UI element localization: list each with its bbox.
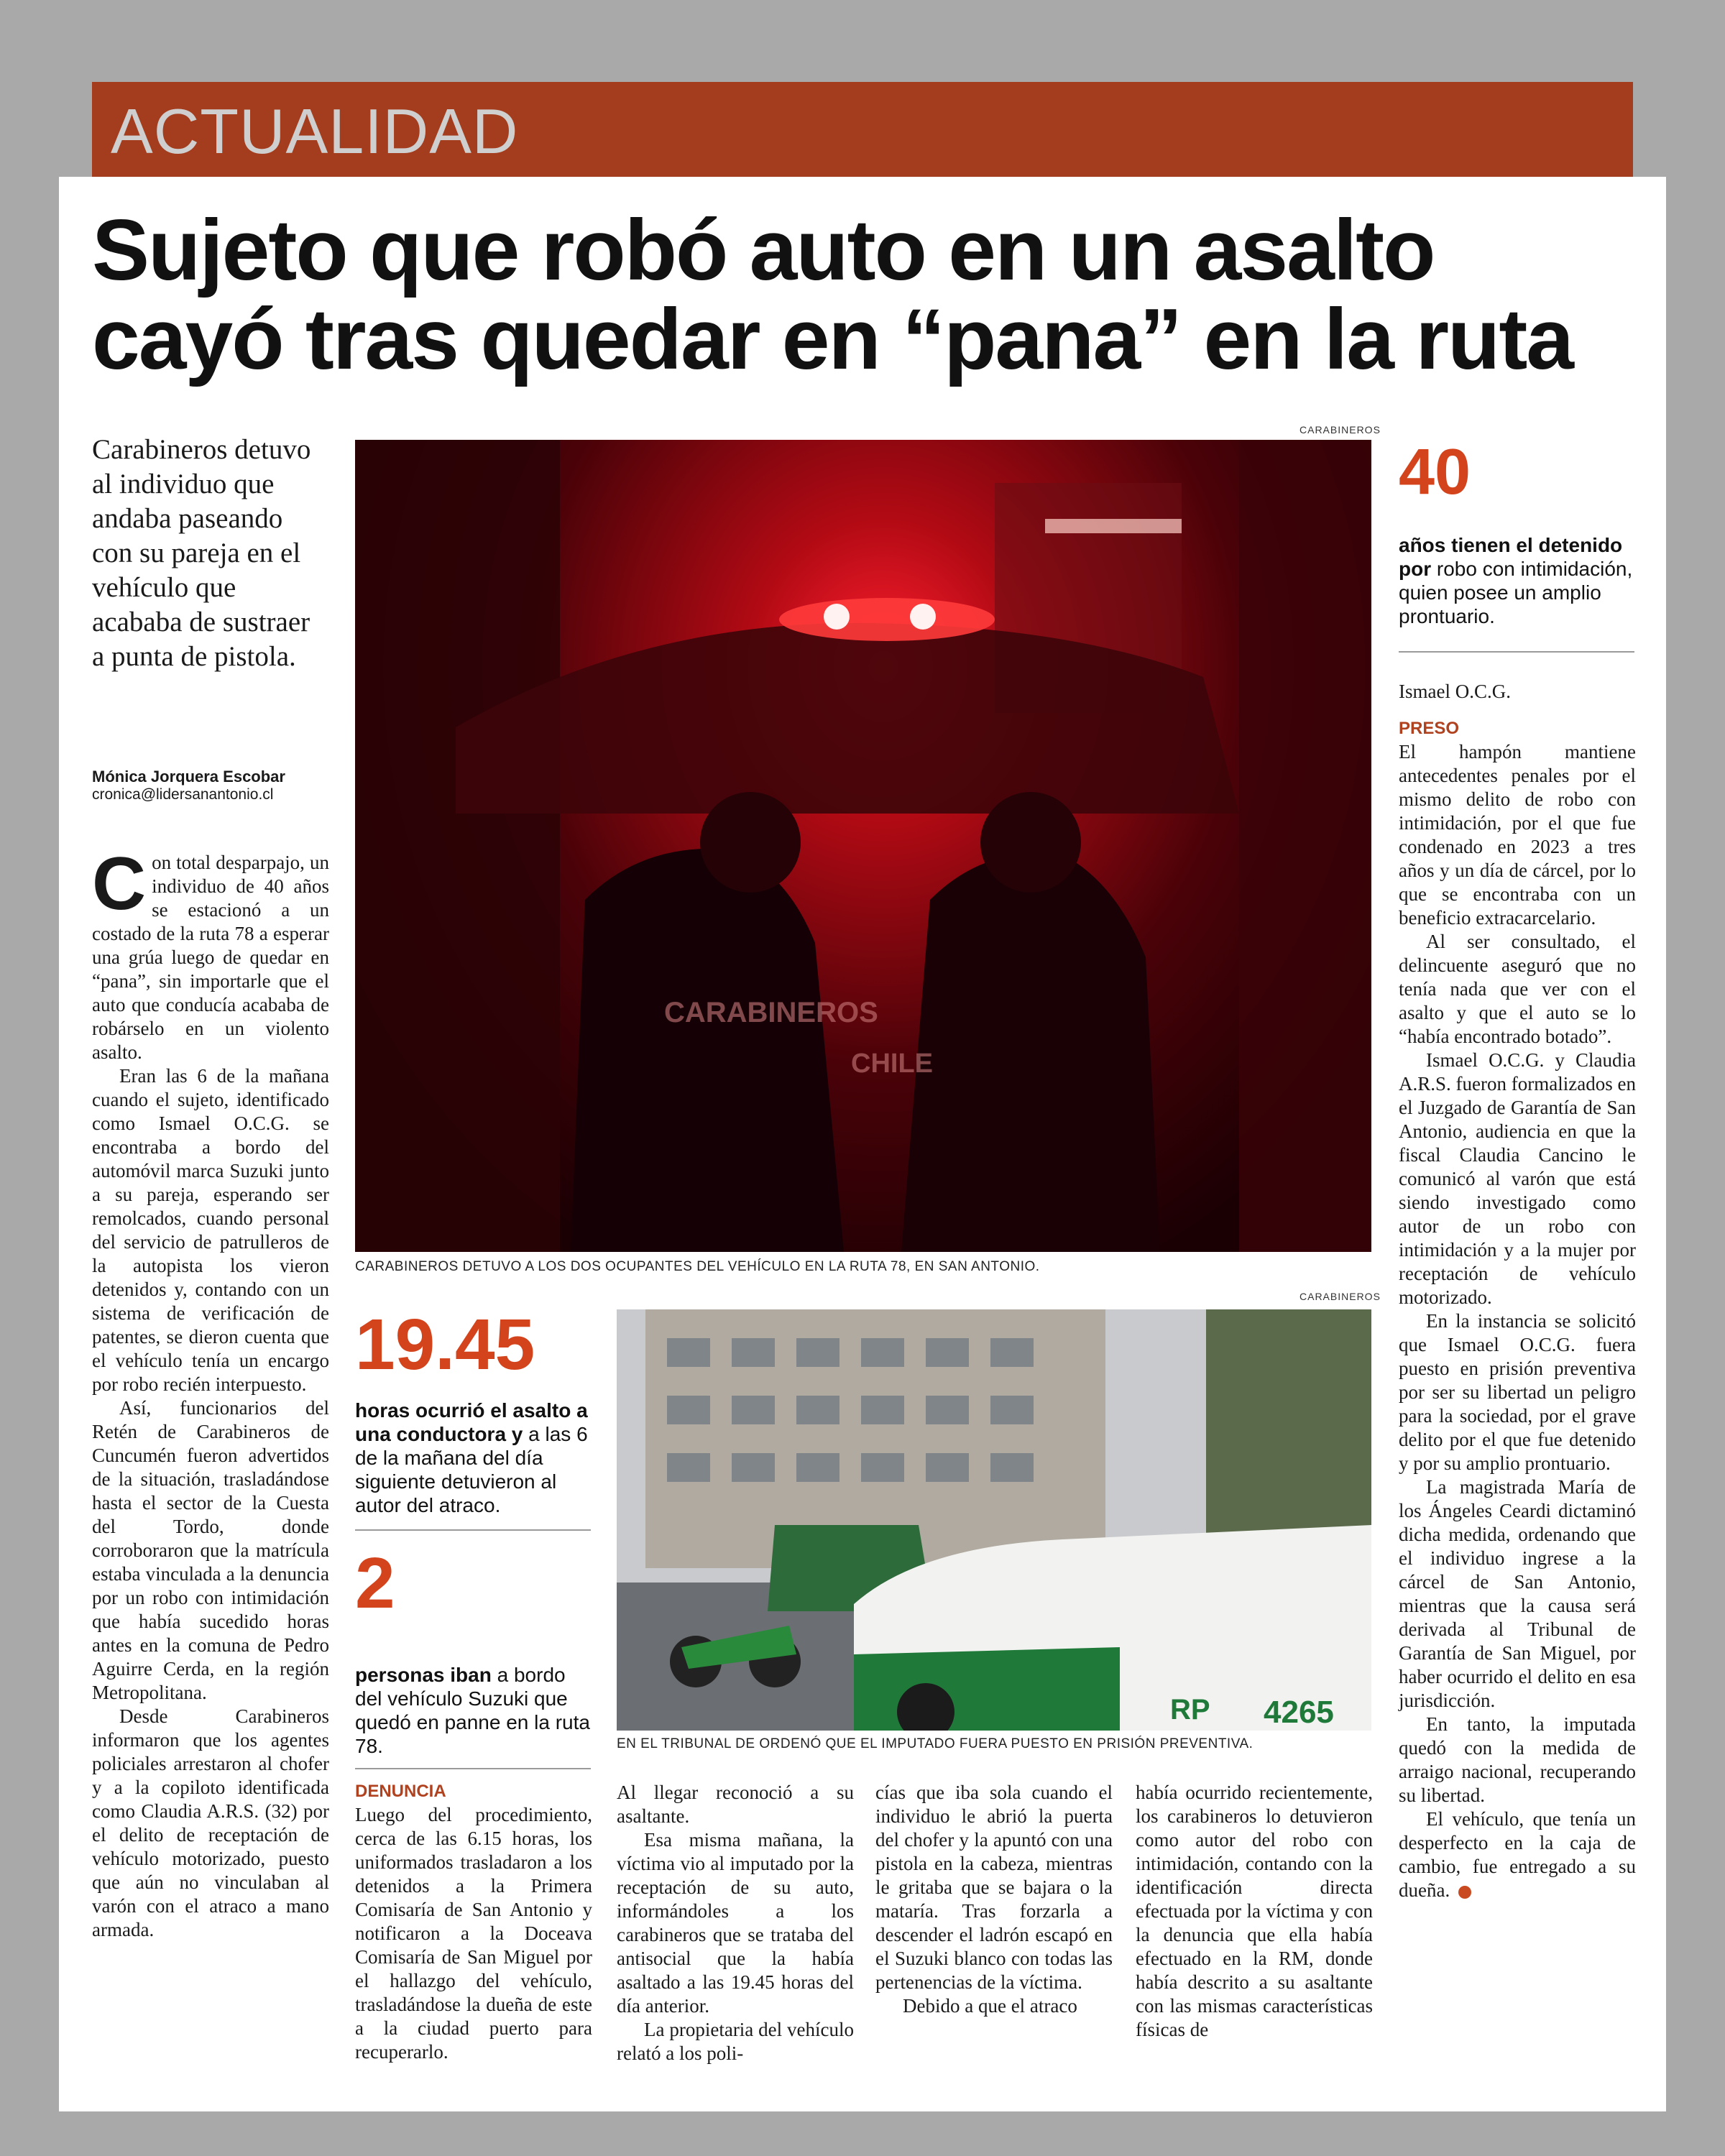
body-column-1 — [92, 842, 329, 1942]
body-paragraph: Al llegar reconoció a su asaltante. — [617, 1782, 854, 1827]
body-paragraph: En la instancia se solicitó que Ismael O.C.G. fuera puesto en prisión preventiva por ser su libertad un peligro para la sociedad, por el grave delito por el que fue detenido y por su amplio prontuario. — [1399, 1310, 1636, 1474]
right-name-line: Ismael O.C.G. — [1399, 681, 1511, 702]
photo1-credit: CARABINEROS — [1300, 424, 1381, 436]
body-paragraph: La magistrada María de los Ángeles Ceardi dictaminó dicha medida, ordenando que el individuo ingrese a la cárcel de San Antonio, mientras que la causa será derivada al Tribunal de Garantía de San Miguel, por haber ocurrido el delito en esa jurisdicción. — [1399, 1476, 1636, 1711]
subheading-denuncia: DENUNCIA — [355, 1782, 446, 1801]
body-column-5 — [1136, 1781, 1373, 2042]
car-number: 4265 — [1264, 1695, 1334, 1730]
stat-text-2-bold: personas iban — [355, 1664, 492, 1686]
police-night-illustration — [355, 440, 1371, 1252]
body-paragraph: Esa misma mañana, la víctima vio al imputado por la receptación de su auto, informándoles a los carabineros que se trataba del antisocial que la había asaltado a las 19.45 horas del día anterior. — [617, 1829, 854, 2017]
body-paragraph: Luego del procedimiento, cerca de las 6.15 horas, los uniformados trasladaron a los detenidos a la Primera Comisaría de San Antonio y notificaron a la Doceava Comisaría de San Miguel por el hallazgo del vehículo, trasladándose la dueña de este a la ciudad puerto para recuperarlo. — [355, 1804, 592, 2063]
stat-text-1945-rest: a las 6 de la mañana del día siguiente detuvieron al autor del atraco. — [355, 1423, 588, 1516]
byline — [92, 768, 329, 803]
photo1-caption: CARABINEROS DETUVO A LOS DOS OCUPANTES DEL VEHÍCULO EN LA RUTA 78, EN SAN ANTONIO. — [355, 1259, 1040, 1274]
stat-text-40-bold: años tienen el detenido por — [1399, 534, 1623, 580]
body-paragraph: Debido a que el atraco — [903, 1995, 1077, 2017]
author-name: Mónica Jorquera Escobar — [92, 768, 285, 786]
vest-text: CARABINEROS — [664, 997, 878, 1028]
photo2-caption: EN EL TRIBUNAL DE ORDENÓ QUE EL IMPUTADO FUERA PUESTO EN PRISIÓN PREVENTIVA. — [617, 1736, 1254, 1751]
section-label: ACTUALIDAD — [111, 96, 519, 167]
body-paragraph: La propietaria del vehículo relató a los poli- — [617, 2019, 854, 2064]
body-paragraph: El hampón mantiene antecedentes penales por el mismo delito de robo con intimidación, por el que fue condenado en 2023 a tres años y un día de cárcel, por lo que se encontraba con un beneficio extracarcelario. — [1399, 741, 1636, 929]
end-mark-icon — [1458, 1886, 1471, 1899]
stat-text-2-rest: a bordo del vehículo Suzuki que quedó en panne en la ruta 78. — [355, 1664, 590, 1757]
vest-text-chile: CHILE — [851, 1049, 933, 1079]
author-email: cronica@lidersanantonio.cl — [92, 786, 274, 803]
stat-divider — [355, 1529, 591, 1531]
body-paragraph: Así, funcionarios del Retén de Carabineros de Cuncumén fueron advertidos de la situación, trasladándose hasta el sector de la Cuesta del Tordo, donde corroboraron que la matrícula estaba vinculada a la denuncia por un robo con intimidación que había sucedido horas antes en la comuna de Pedro Aguirre Cerda, en la región Metropolitana. — [92, 1397, 329, 1703]
stat-text-40-rest: robo con intimidación, quien posee un amplio prontuario. — [1399, 558, 1633, 627]
stat-number-1945: 19.45 — [355, 1304, 535, 1385]
body-paragraph: Desde Carabineros informaron que los agentes policiales arrestaron al chofer y a la copiloto identificada como Claudia A.R.S. (32) por el delito de receptación de vehículo motorizado, puesto que aún no vinculaban al varón con el atraco a mano armada. — [92, 1705, 329, 1940]
stat-text-1945 — [355, 1399, 592, 1517]
body-paragraph: En tanto, la imputada quedó con la medida de arraigo nacional, recuperando su libertad. — [1399, 1713, 1636, 1806]
body-paragraph: Eran las 6 de la mañana cuando el sujeto, identificado como Ismael O.C.G. se encontraba a bordo del automóvil marca Suzuki junto a su pareja, esperando ser remolcados, cuando personal del servicio de patrulleros de la autopista los vieron detenidos y, contando con un sistema de verificación de patentes, se dieron cuenta que el vehículo tenía un encargo por robo recién interpuesto. — [92, 1065, 329, 1395]
section-bar — [92, 82, 1633, 177]
body-column-right — [1399, 680, 1636, 1902]
police-night-photo — [355, 440, 1371, 1252]
lead-paragraph: Carabineros detuvo al individuo que andaba paseando con su pareja en el vehículo que acababa de sustraer a punta de pistola. — [92, 434, 311, 672]
stat-divider-2 — [355, 1768, 591, 1769]
drop-cap: C — [92, 842, 147, 926]
body-paragraph: Al ser consultado, el delincuente aseguró que no tenía nada que ver con el asalto y que el auto se lo “había encontrado botado”. — [1399, 931, 1636, 1047]
subheading-preso: PRESO — [1399, 719, 1460, 738]
headline: Sujeto que robó auto en un asalto cayó tras quedar en “pana” en la ruta — [92, 202, 1573, 387]
body-column-3 — [617, 1781, 854, 2065]
body-paragraph: Ismael O.C.G. y Claudia A.R.S. fueron formalizados en el Juzgado de Garantía de San Antonio, audiencia en que la fiscal Claudia Cancino le comunicó al varón que está siendo investigado como autor de un robo con intimidación y a la mujer por receptación de vehículo motorizado. — [1399, 1049, 1636, 1308]
stat-divider-40 — [1399, 651, 1634, 653]
stat-text-1945-bold: horas ocurrió el asalto a una conductora y — [355, 1399, 588, 1445]
stat-number-40: 40 — [1399, 436, 1471, 508]
court-exterior-illustration — [617, 1309, 1371, 1731]
stat-text-40 — [1399, 533, 1636, 628]
body-column-4 — [875, 1781, 1113, 2018]
body-paragraph-opening: Con total desparpajo, un individuo de 40 años se estacionó a un costado de la ruta 78 a esperar una grúa luego de quedar en “pana”, sin importarle que el auto que conducía acababa de robárselo en un violento asalto. — [92, 842, 329, 1063]
stat-number-2: 2 — [355, 1543, 395, 1623]
body-paragraph: cías que iba sola cuando el individuo le abrió la puerta del chofer y la apuntó con una pistola en la cabeza, mientras le gritaba que se bajara o la mataría. Tras forzarla a descender el ladrón escapó en el Suzuki blanco con todas las pertenencias de la víctima. — [875, 1782, 1113, 1993]
body-column-2 — [355, 1779, 592, 2064]
car-mark: RP — [1170, 1694, 1210, 1726]
photo2-credit: CARABINEROS — [1300, 1291, 1381, 1302]
body-paragraph: había ocurrido recientemente, los carabineros lo detuvieron como autor del robo con intimidación, contando con la identificación directa efectuada por la víctima y con la denuncia que ella había efectuado en la RM, donde había descrito a su asaltante con las mismas características físicas de — [1136, 1782, 1373, 2040]
stat-text-2 — [355, 1663, 592, 1758]
court-exterior-photo — [617, 1309, 1371, 1731]
body-paragraph-last: El vehículo, que tenía un desperfecto en la caja de cambio, fue entregado a su dueña. — [1399, 1808, 1636, 1901]
article-page — [59, 177, 1666, 2111]
